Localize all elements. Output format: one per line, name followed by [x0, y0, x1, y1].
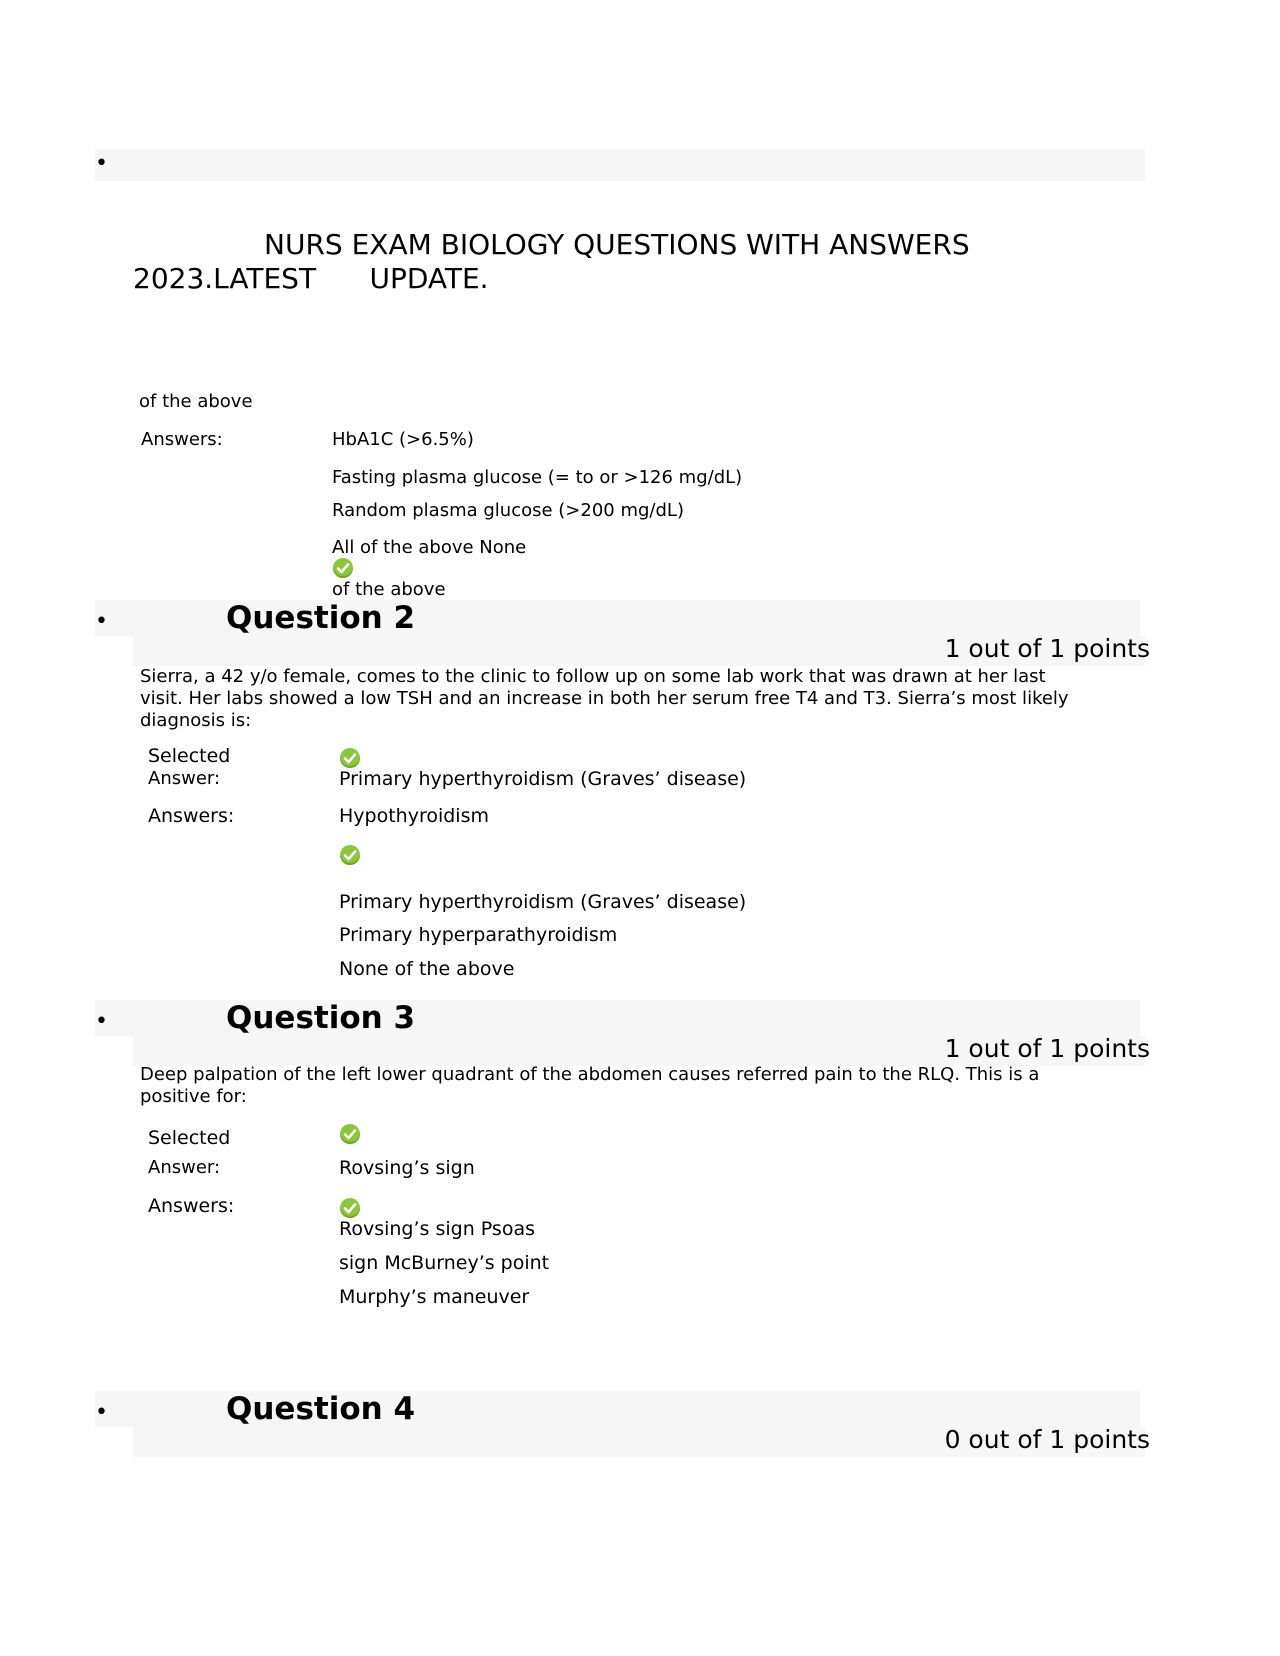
answer-option: Primary hyperthyroidism (Graves’ disease) [339, 891, 747, 913]
answer-option: Murphy’s maneuver [339, 1286, 530, 1308]
selected-label: Selected [148, 745, 231, 767]
selected-answer: Rovsing’s sign [339, 1157, 475, 1179]
answer-option: Rovsing’s sign Psoas [339, 1218, 535, 1240]
selected-label: Answer: [148, 1157, 221, 1178]
answers-label: Answers: [148, 1195, 235, 1217]
q1-answer-5: of the above [332, 579, 446, 600]
answers-label: Answers: [148, 805, 235, 827]
doc-title-line2: 2023.LATEST UPDATE. [133, 262, 489, 295]
check-circle-icon [340, 1124, 360, 1144]
check-circle-icon [340, 845, 360, 865]
selected-label: Answer: [148, 768, 221, 789]
check-circle-icon [333, 558, 353, 578]
answer-option: sign McBurney’s point [339, 1252, 550, 1274]
q1-answers-label: Answers: [141, 429, 223, 450]
question-points: 1 out of 1 points [944, 634, 1150, 663]
selected-label: Selected [148, 1127, 231, 1149]
selected-answer: Primary hyperthyroidism (Graves’ disease) [339, 768, 747, 790]
bullet-dot: • [95, 151, 108, 176]
question-title: Question 3 [226, 1000, 416, 1036]
q1-answer-3: Random plasma glucose (>200 mg/dL) [332, 500, 684, 521]
bullet-dot: • [95, 609, 108, 634]
question-points: 0 out of 1 points [944, 1425, 1150, 1454]
answer-option: Primary hyperparathyroidism [339, 924, 618, 946]
question-points: 1 out of 1 points [944, 1034, 1150, 1063]
bullet-dot: • [95, 1400, 108, 1425]
q1-answer-1: HbA1C (>6.5%) [332, 429, 474, 450]
answer-option: Hypothyroidism [339, 805, 489, 827]
q1-answer-4: All of the above None [332, 537, 527, 558]
top-band [95, 149, 1145, 181]
answer-option: None of the above [339, 958, 515, 980]
bullet-dot: • [95, 1009, 108, 1034]
q1-answer-2: Fasting plasma glucose (= to or >126 mg/dL) [332, 467, 743, 488]
doc-title-line1: NURS EXAM BIOLOGY QUESTIONS WITH ANSWERS [264, 228, 970, 261]
question-text: Sierra, a 42 y/o female, comes to the clinic to follow up on some lab work that was drawn at her last visit. Her labs showed a low TSH and an increase in both her serum free T4 and T3. Sierra’s most likely diagnosis is: [140, 666, 1069, 731]
check-circle-icon [340, 1198, 360, 1218]
q1-carry-text: of the above [139, 391, 253, 412]
question-title: Question 2 [226, 600, 416, 636]
check-circle-icon [340, 748, 360, 768]
question-title: Question 4 [226, 1391, 416, 1427]
question-text: Deep palpation of the left lower quadrant of the abdomen causes referred pain to the RLQ. This is a positive for: [140, 1064, 1040, 1107]
